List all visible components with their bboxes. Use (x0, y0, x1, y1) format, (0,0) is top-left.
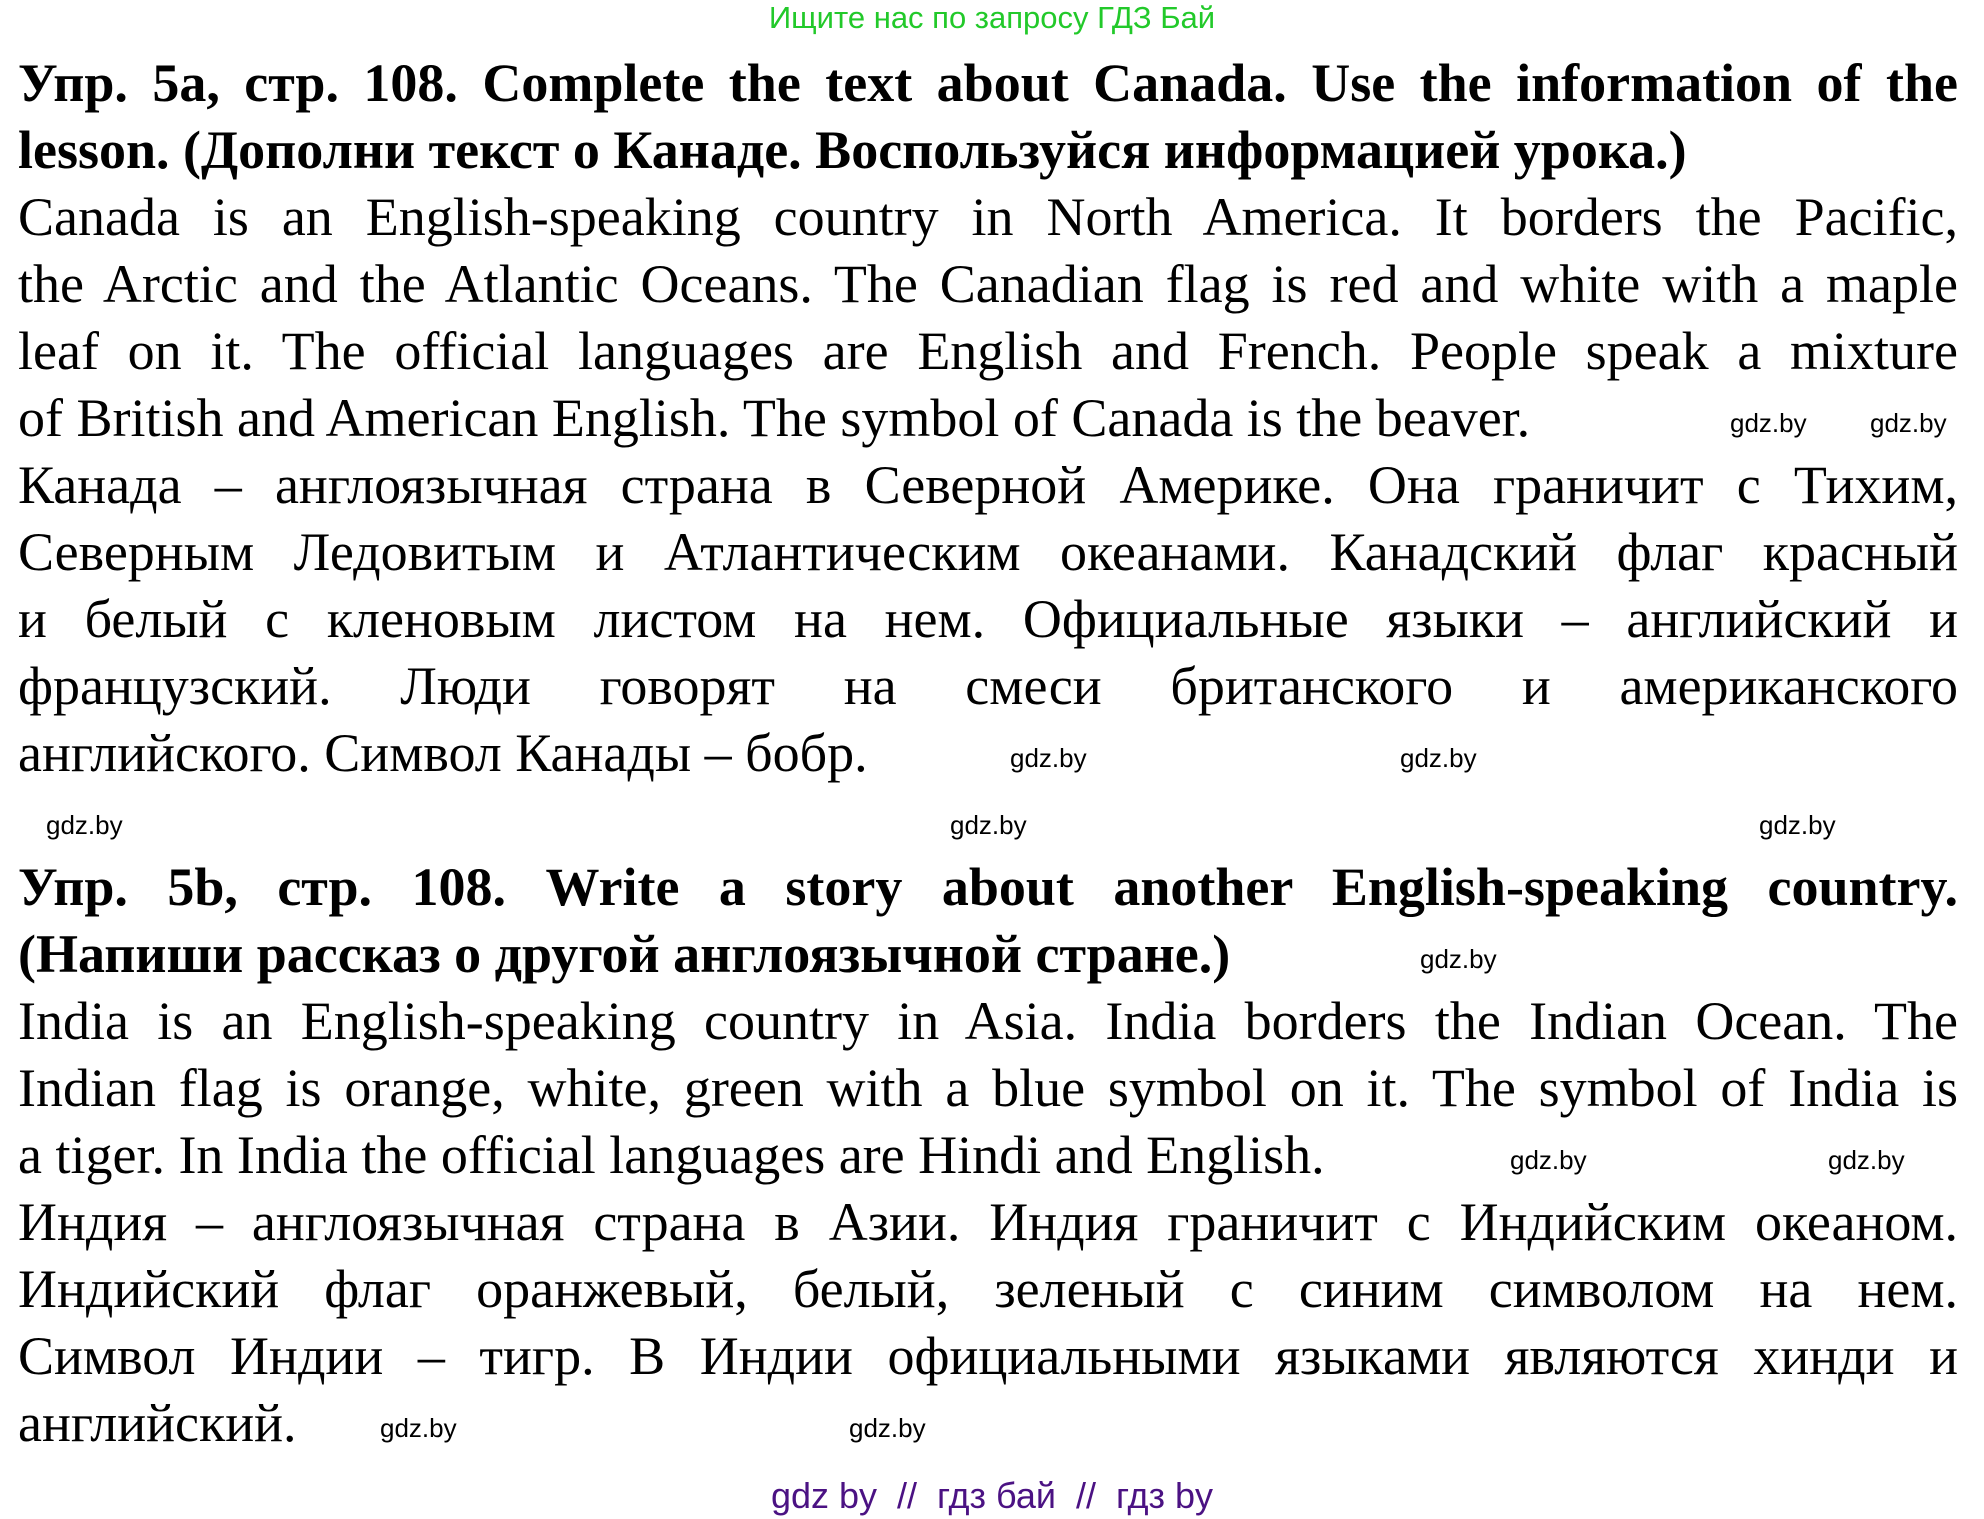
watermark: gdz.by (1420, 944, 1497, 974)
watermark: gdz.by (380, 1413, 457, 1443)
text-line: Символ Индии – тигр. В Индии официальными языками являются хинди и (18, 1326, 1958, 1386)
watermark: gdz.by (46, 810, 123, 840)
text-line: of British and American English. The symbol of Canada is the beaver. (18, 388, 1531, 448)
watermark: gdz.by (1828, 1145, 1905, 1175)
text-line: и белый с кленовым листом на нем. Официальные языки – английский и (18, 589, 1958, 649)
text-line: India is an English-speaking country in Asia. India borders the Indian Ocean. The (18, 991, 1958, 1051)
text-line: Canada is an English-speaking country in North America. It borders the Pacific, (18, 187, 1958, 247)
watermark: gdz.by (1759, 810, 1836, 840)
text-line: a tiger. In India the official languages are Hindi and English. (18, 1125, 1325, 1185)
exercise-heading: Упр. 5a, стр. 108. Complete the text about Canada. Use the information of the (18, 53, 1958, 113)
text-line: Indian flag is orange, white, green with a blue symbol on it. The symbol of India is (18, 1058, 1958, 1118)
text-line: leaf on it. The official languages are English and French. People speak a mixture (18, 321, 1958, 381)
watermark: gdz.by (1010, 743, 1087, 773)
watermark: gdz.by (849, 1413, 926, 1443)
exercise-heading: lesson. (Дополни текст о Канаде. Воспользуйся информацией урока.) (18, 120, 1687, 180)
text-line: Северным Ледовитым и Атлантическим океанами. Канадский флаг красный (18, 522, 1958, 582)
text-line: Индийский флаг оранжевый, белый, зеленый с синим символом на нем. (18, 1259, 1958, 1319)
watermark: gdz.by (1730, 408, 1807, 438)
text-line: the Arctic and the Atlantic Oceans. The Canadian flag is red and white with a maple (18, 254, 1958, 314)
document-body (18, 50, 1958, 1457)
footer-links: gdz by // гдз бай // гдз by (770, 1475, 1214, 1516)
text-line: Канада – англоязычная страна в Северной Америке. Она граничит с Тихим, (18, 455, 1958, 515)
watermark: gdz.by (950, 810, 1027, 840)
watermark: gdz.by (1400, 743, 1477, 773)
watermark: gdz.by (1870, 408, 1947, 438)
exercise-5a (18, 50, 1958, 787)
exercise-heading: (Напиши рассказ о другой англоязычной стране.) (18, 924, 1231, 984)
exercise-heading: Упр. 5b, стр. 108. Write a story about another English-speaking country. (18, 857, 1958, 917)
watermark: gdz.by (1510, 1145, 1587, 1175)
text-line: английского. Символ Канады – бобр. (18, 723, 868, 783)
search-banner: Ищите нас по запросу ГДЗ Бай (768, 0, 1216, 35)
text-line: английский. (18, 1393, 297, 1453)
text-line: Индия – англоязычная страна в Азии. Индия граничит с Индийским океаном. (18, 1192, 1958, 1252)
exercise-5b (18, 854, 1958, 1457)
text-line: французский. Люди говорят на смеси британского и американского (18, 656, 1958, 716)
